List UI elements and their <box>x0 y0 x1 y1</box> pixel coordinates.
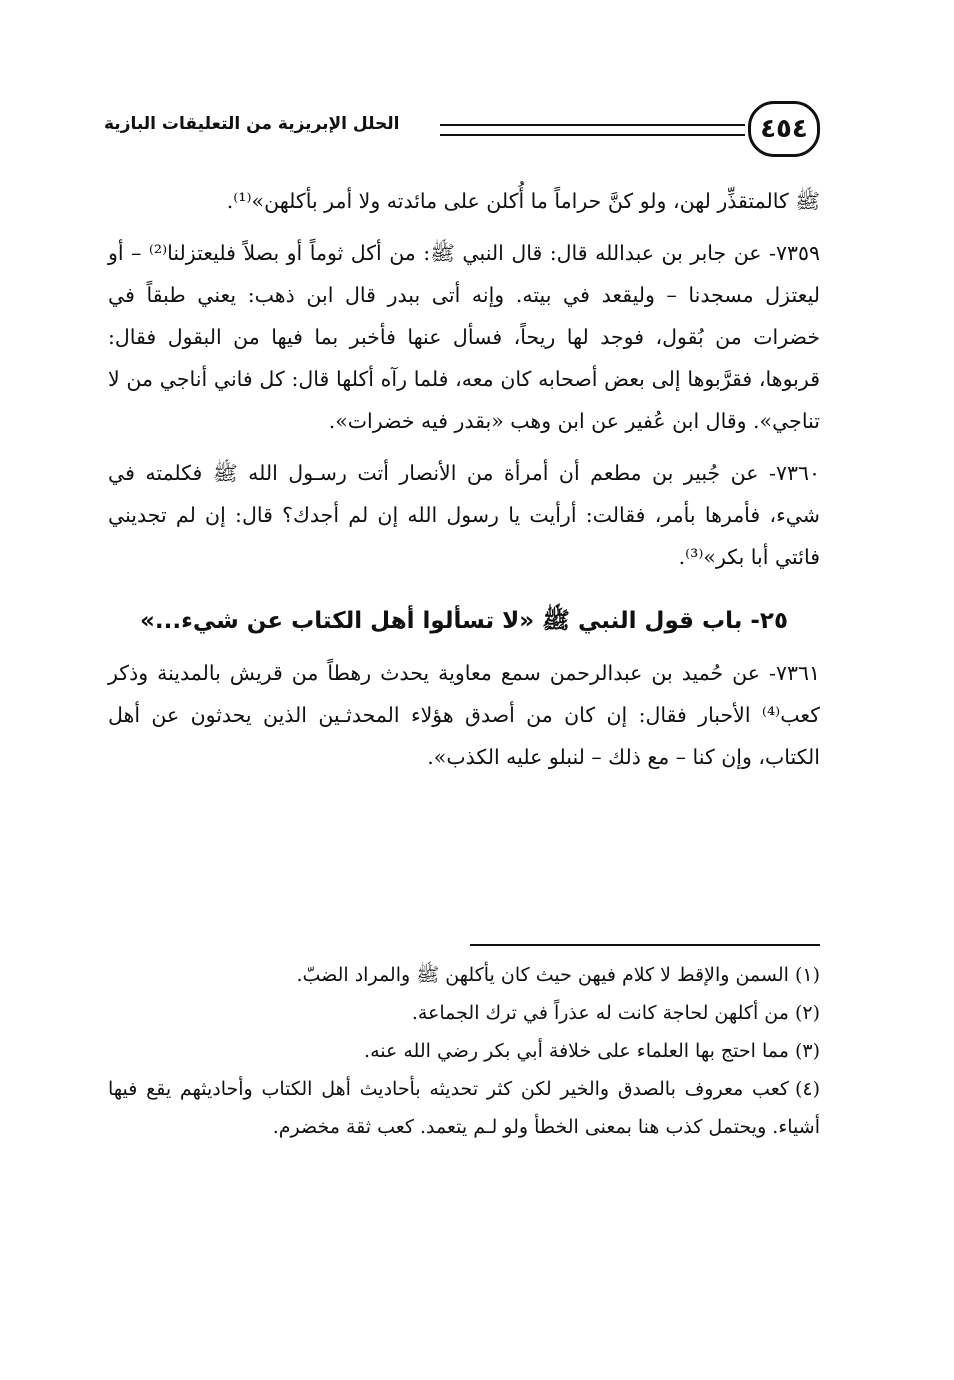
footnote-number: (٢) <box>794 1002 820 1024</box>
footnote <box>108 994 820 1032</box>
footnote-number: (٣) <box>794 1040 820 1062</box>
hadith-7361: ٧٣٦١- عن حُميد بن عبدالرحمن سمع معاوية يحدث رهطاً من قريش بالمدينة وذكر كعب⁽⁴⁾ الأحبار فقال: إن كان من أصدق هؤلاء المحدثـين الذين يحدثون عن أهل الكتاب، وإن كنا – مع ذلك – لنبلو عليه الكذب». <box>108 661 820 769</box>
footnote-number: (٤) <box>794 1078 820 1100</box>
footnote-number: (١) <box>794 964 820 986</box>
footnote <box>108 1070 820 1146</box>
header-double-rule <box>440 124 745 136</box>
footnote-separator <box>470 944 820 946</box>
hadith-7360: ٧٣٦٠- عن جُبير بن مطعم أن أمرأة من الأنصار أتت رسـول الله ﷺ فكلمته في شيء، فأمرها بأمر، فقالت: أرأيت يا رسول الله إن لم أجدك؟ قال: إن لم تجديني فائتي أبا بكر»⁽³⁾. <box>108 461 820 569</box>
footnote-text: مما احتج بها العلماء على خلافة أبي بكر رضي الله عنه. <box>364 1040 789 1062</box>
hadith-7359: ٧٣٥٩- عن جابر بن عبدالله قال: قال النبي ﷺ: من أكل ثوماً أو بصلاً فليعتزلنا⁽²⁾ – أو ليعتزل مسجدنا – وليقعد في بيته. وإنه أتى ببدر قال ابن ذهب: يعني طبقاً في خضرات من بُقول، فوجد لها ريحاً، فسأل عنها فأخبر بما فيها من البقول فقال: قربوها، فقرَّبوها إلى بعض أصحابه كان معه، فلما رآه أكلها قال: كل فاني أناجي من لا تناجي». وقال ابن عُفير عن ابن وهب «بقدر فيه خضرات». <box>108 241 820 433</box>
paragraph-continuation: ﷺ كالمتقذِّر لهن، ولو كنَّ حراماً ما أُكلن على مائدته ولا أمر بأكلهن»⁽¹⁾. <box>226 189 820 213</box>
page-number-badge <box>748 101 820 157</box>
footnote <box>108 956 820 994</box>
footnote-text: كعب معروف بالصدق والخير لكن كثر تحديثه بأحاديث أهل الكتاب وأحاديثهم يقع فيها أشياء. ويحتمل كذب هنا بمعنى الخطأ ولو لـم يتعمد. كعب ثقة مخضرم. <box>108 1078 820 1138</box>
footnote-text: من أكلهن لحاجة كانت له عذراً في ترك الجماعة. <box>411 1002 789 1024</box>
chapter-heading: ٢٥- باب قول النبي ﷺ «لا تسألوا أهل الكتاب عن شيء...» <box>140 608 788 634</box>
page-number: ٤٥٤ <box>760 114 808 144</box>
page-header <box>100 96 820 160</box>
main-text <box>108 180 820 778</box>
running-title: الحلل الإبريزية من التعليقات البازية <box>104 114 400 134</box>
footnote <box>108 1032 820 1070</box>
footnotes <box>108 956 820 1146</box>
footnote-text: السمن والإقط لا كلام فيهن حيث كان يأكلهن ﷺ والمراد الضبّ. <box>296 964 789 986</box>
